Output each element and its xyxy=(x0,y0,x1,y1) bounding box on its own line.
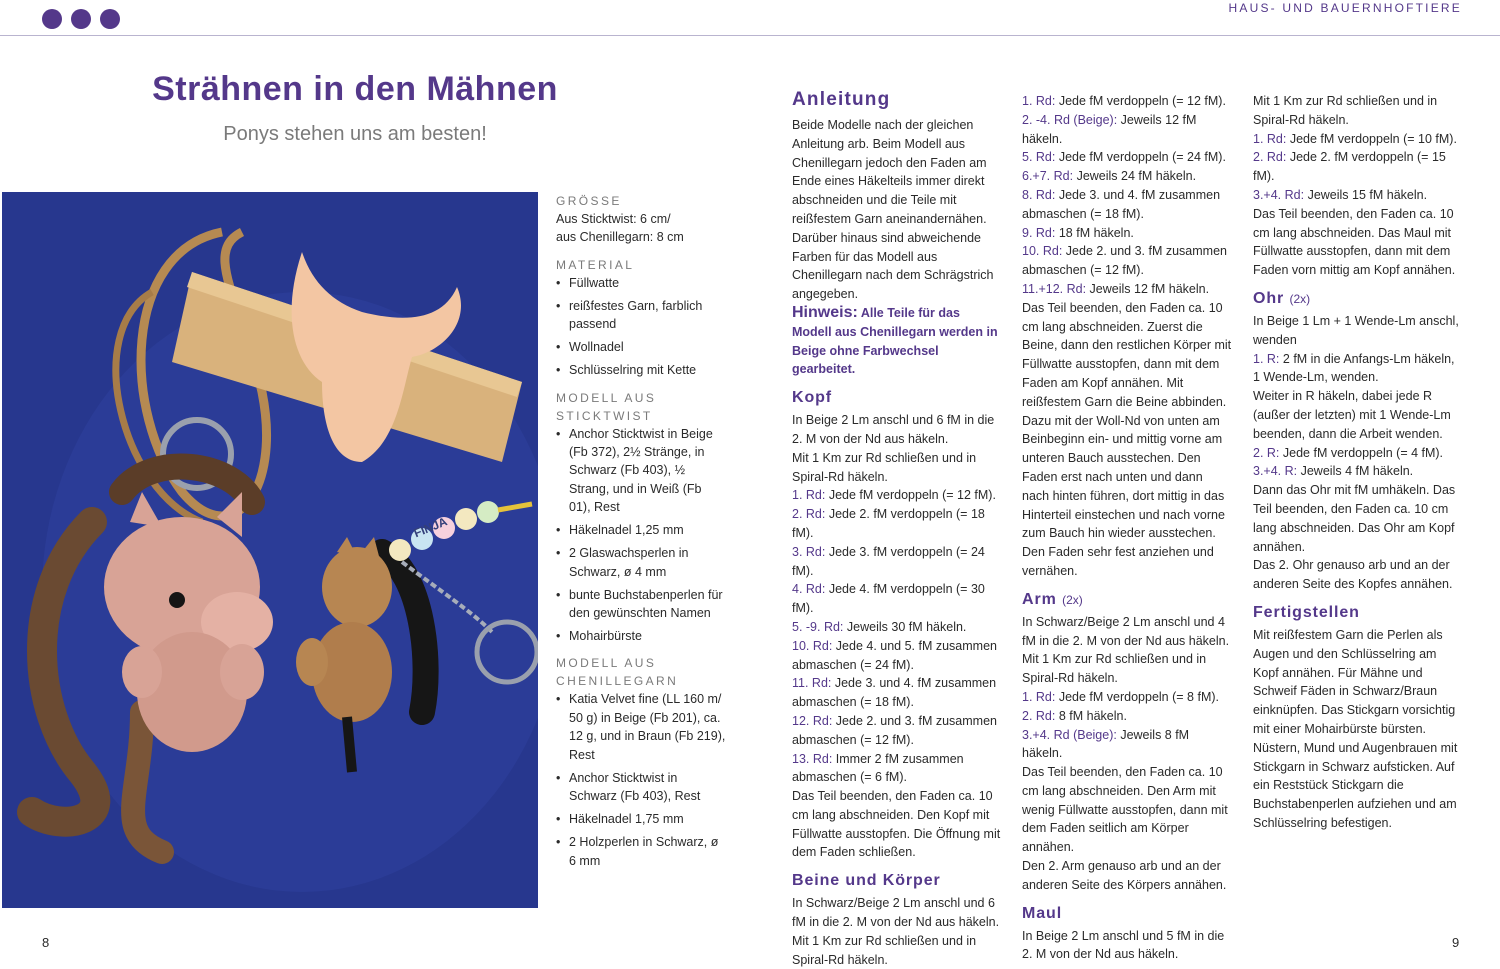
row-instruction: 10. Rd: Jede 4. und 5. fM zusammen abmaschen (= 24 fM). xyxy=(792,638,997,672)
ohr-heading: Ohr (2x) xyxy=(1253,289,1311,307)
sticktwist-heading: MODELL AUS STICKTWIST xyxy=(556,390,657,423)
row-instruction: 1. R: 2 fM in die Anfangs-Lm häkeln, 1 Wende-Lm, wenden. xyxy=(1253,351,1455,385)
list-item: • Katia Velvet fine (LL 160 m/ 50 g) in Beige (Fb 201), ca. 12 g, und in Braun (Fb 219), Rest xyxy=(556,690,726,764)
page-number-left: 8 xyxy=(42,935,50,950)
decorative-dot xyxy=(100,9,120,29)
row-instruction: 8. Rd: Jede 3. und 4. fM zusammen abmaschen (= 18 fM). xyxy=(1022,187,1221,221)
kopf-intro-2: Mit 1 Km zur Rd schließen und in Spiral-Rd häkeln. xyxy=(792,450,977,484)
maul-intro: In Beige 2 Lm anschl und 5 fM in die 2. M von der Nd aus häkeln. xyxy=(1022,928,1225,962)
hint-note xyxy=(792,304,1002,379)
arm-heading: Arm (2x) xyxy=(1022,590,1083,608)
row-instruction: 13. Rd: Immer 2 fM zusammen abmaschen (= 6 fM). xyxy=(792,751,964,785)
hint-text: Alle Teile für das Modell aus Chenillegarn werden in Beige ohne Farbwechsel gearbeitet. xyxy=(792,305,998,377)
maul-intro-2: Mit 1 Km zur Rd schließen und in Spiral-Rd häkeln. xyxy=(1253,94,1438,127)
list-item: • Häkelnadel 1,25 mm xyxy=(556,521,726,539)
row-instruction: 3.+4. R: Jeweils 4 fM häkeln. xyxy=(1253,464,1414,479)
row-instruction: 2. Rd: Jede 2. fM verdoppeln (= 15 fM). xyxy=(1253,150,1446,184)
hint-label: Hinweis: xyxy=(792,303,858,321)
material-list xyxy=(556,274,726,380)
row-instruction: 2. Rd: 8 fM häkeln. xyxy=(1022,708,1127,723)
row-instruction: 1. Rd: Jede fM verdoppeln (= 12 fM). xyxy=(1022,94,1226,108)
groesse-line: Aus Sticktwist: 6 cm/ xyxy=(556,212,671,226)
row-instruction: 3.+4. Rd: Jeweils 15 fM häkeln. xyxy=(1253,187,1428,202)
arm-end-2: Den 2. Arm genauso arb und an der anderen Seite des Körpers annähen. xyxy=(1022,859,1227,892)
row-instruction: 2. R: Jede fM verdoppeln (= 4 fM). xyxy=(1253,445,1444,460)
kopf-intro: In Beige 2 Lm anschl und 6 fM in die 2. M von der Nd aus häkeln. xyxy=(792,413,995,446)
list-item: • Füllwatte xyxy=(556,274,726,292)
list-item: • Häkelnadel 1,75 mm xyxy=(556,810,726,828)
material-heading: MATERIAL xyxy=(556,257,635,272)
list-item: • 2 Holzperlen in Schwarz, ø 6 mm xyxy=(556,833,726,870)
list-item: • Wollnadel xyxy=(556,338,726,356)
arm-end: Das Teil beenden, den Faden ca. 10 cm lang abschneiden. Den Arm mit wenig Füllwatte ausstopfen, dann mit dem Faden seitlich am Körper annähen. xyxy=(1022,765,1228,855)
header-rule xyxy=(0,35,1500,36)
ohr-end: Dann das Ohr mit fM umhäkeln. Das Teil beenden, den Faden ca. 10 cm lang abschneiden. Das Ohr am Kopf annähen. xyxy=(1253,483,1456,554)
row-instruction: 10. Rd: Jede 2. und 3. fM zusammen abmaschen (= 12 fM). xyxy=(1022,244,1227,278)
materials-sidebar xyxy=(556,192,726,875)
row-instruction: 2. -4. Rd (Beige): Jeweils 12 fM häkeln. xyxy=(1022,112,1197,146)
row-instruction: 4. Rd: Jede 4. fM verdoppeln (= 30 fM). xyxy=(792,582,985,616)
bead-letters: FINJA xyxy=(411,514,450,541)
ohr-end-2: Das 2. Ohr genauso arb und an der anderen Seite des Kopfes annähen. xyxy=(1253,558,1453,592)
list-item: • reißfestes Garn, farblich passend xyxy=(556,297,726,334)
instructions-column-2 xyxy=(1022,92,1232,964)
row-instruction: 3. Rd: Jede 3. fM verdoppeln (= 24 fM). xyxy=(792,544,985,578)
row-instruction: 6.+7. Rd: Jeweils 24 fM häkeln. xyxy=(1022,169,1197,184)
kopf-end: Das Teil beenden, den Faden ca. 10 cm lang abschneiden. Den Kopf mit Füllwatte ausstopfen. Die Öffnung mit dem Faden schließen. xyxy=(792,789,1001,860)
row-instruction: 5. Rd: Jede fM verdoppeln (= 24 fM). xyxy=(1022,150,1226,165)
row-instruction: 3.+4. Rd (Beige): Jeweils 8 fM häkeln. xyxy=(1022,727,1190,761)
body-end: Das Teil beenden, den Faden ca. 10 cm lang abschneiden. Zuerst die Beine, dann den restlichen Körper mit Füllwatte ausstopfen, dann mit dem Faden am Kopf annähen. Mit reißfestem Garn die Beine abbinden. Dazu mit der Woll-Nd von unten am Beinbeginn ein- und mittig vorne am unteren Bauch ausstechen. Den Faden erst nach unten und dann nach hinten führen, dort mittig in das Hinterteil einstechen und nach vorne zum Bauch hin wieder ausstechen. Den Faden sehr fest anziehen und vernähen. xyxy=(1022,300,1232,578)
groesse-heading: GRÖSSE xyxy=(556,194,622,208)
list-item: • 2 Glaswachsperlen in Schwarz, ø 4 mm xyxy=(556,544,726,581)
page-number-right: 9 xyxy=(1452,935,1460,950)
row-instruction: 9. Rd: 18 fM häkeln. xyxy=(1022,225,1134,240)
row-instruction: 1. Rd: Jede fM verdoppeln (= 8 fM). xyxy=(1022,689,1219,704)
page-title: Strähnen in den Mähnen xyxy=(152,70,558,108)
chenille-list xyxy=(556,690,726,869)
groesse-line: aus Chenillegarn: 8 cm xyxy=(556,230,684,245)
photo-illustration xyxy=(2,192,538,908)
beine-intro: In Schwarz/Beige 2 Lm anschl und 6 fM in die 2. M von der Nd aus häkeln. Mit 1 Km zur Rd schließen und in Spiral-Rd häkeln. xyxy=(792,896,1000,967)
list-item: • Mohairbürste xyxy=(556,627,726,645)
row-instruction: 1. Rd: Jede fM verdoppeln (= 10 fM). xyxy=(1253,131,1457,146)
arm-intro: In Schwarz/Beige 2 Lm anschl und 4 fM in die 2. M von der Nd aus häkeln. Mit 1 Km zur Rd schließen und in Spiral-Rd häkeln. xyxy=(1022,614,1230,686)
chapter-title: HAUS- UND BAUERNHOFTIERE xyxy=(1228,1,1462,15)
row-instruction: 2. Rd: Jede 2. fM verdoppeln (= 18 fM). xyxy=(792,507,985,540)
kopf-heading: Kopf xyxy=(792,389,833,407)
decorative-dot xyxy=(71,9,91,29)
chenille-heading: MODELL AUS CHENILLEGARN xyxy=(556,656,679,689)
page-subtitle: Ponys stehen uns am besten! xyxy=(223,123,487,145)
row-instruction: 5. -9. Rd: Jeweils 30 fM häkeln. xyxy=(792,619,967,634)
list-item: • Schlüsselring mit Kette xyxy=(556,361,726,379)
anleitung-heading: Anleitung xyxy=(792,89,891,110)
fertig-text: Mit reißfestem Garn die Perlen als Augen und den Schlüsselring am Kopf annähen. Für Mähne und Schweif Fäden in Schwarz/Braun einknüpfen. Das Stickgarn vorsichtig mit einer Mohairbürste bürsten. Nüstern, Mund und Augenbrauen mit Stickgarn in Schwarz aufsticken. Auf ein Reststück Stickgarn die Buchstabenperlen aufziehen und am Schlüsselring befestigen. xyxy=(1253,627,1458,830)
row-instruction: 11. Rd: Jede 3. und 4. fM zusammen abmaschen (= 18 fM). xyxy=(792,676,997,710)
instructions-column-3 xyxy=(1253,92,1463,833)
list-item: • bunte Buchstabenperlen für den gewünschten Namen xyxy=(556,586,726,623)
decorative-dot xyxy=(42,9,62,29)
ohr-intro: In Beige 1 Lm + 1 Wende-Lm anschl, wenden xyxy=(1253,313,1459,347)
ohr-mid: Weiter in R häkeln, dabei jede R (außer der letzten) mit 1 Wende-Lm beenden, dann die Arbeit wenden. xyxy=(1253,389,1451,441)
row-instruction: 1. Rd: Jede fM verdoppeln (= 12 fM). xyxy=(792,488,996,503)
intro-text: Beide Modelle nach der gleichen Anleitung arb. Beim Modell aus Chenillegarn jedoch den Faden am Ende eines Häkelteils immer direkt abschneiden und die Teile mit reißfestem Garn aneinandernähen. Darüber hinaus sind abweichende Farben für das Modell aus Chenillegarn nach dem Schrägstrich angegeben. xyxy=(792,118,994,302)
beine-heading: Beine und Körper xyxy=(792,872,941,890)
maul-end: Das Teil beenden, den Faden ca. 10 cm lang abschneiden. Das Maul mit Füllwatte ausstopfen, dann mit dem Faden vorn mittig am Kopf annähen. xyxy=(1253,206,1456,278)
list-item: • Anchor Sticktwist in Beige (Fb 372), 2½ Stränge, in Schwarz (Fb 403), ½ Strang, und in Weiß (Fb 01), Rest xyxy=(556,425,726,517)
list-item: • Anchor Sticktwist in Schwarz (Fb 403), Rest xyxy=(556,769,726,806)
instructions-column-1 xyxy=(792,88,1002,969)
row-instruction: 11.+12. Rd: Jeweils 12 fM häkeln. xyxy=(1022,281,1210,296)
row-instruction: 12. Rd: Jede 2. und 3. fM zusammen abmaschen (= 12 fM). xyxy=(792,713,997,747)
sticktwist-list xyxy=(556,425,726,646)
maul-heading: Maul xyxy=(1022,904,1063,922)
crochet-pony-keychains-photo xyxy=(2,192,538,908)
fertig-heading: Fertigstellen xyxy=(1253,603,1360,621)
